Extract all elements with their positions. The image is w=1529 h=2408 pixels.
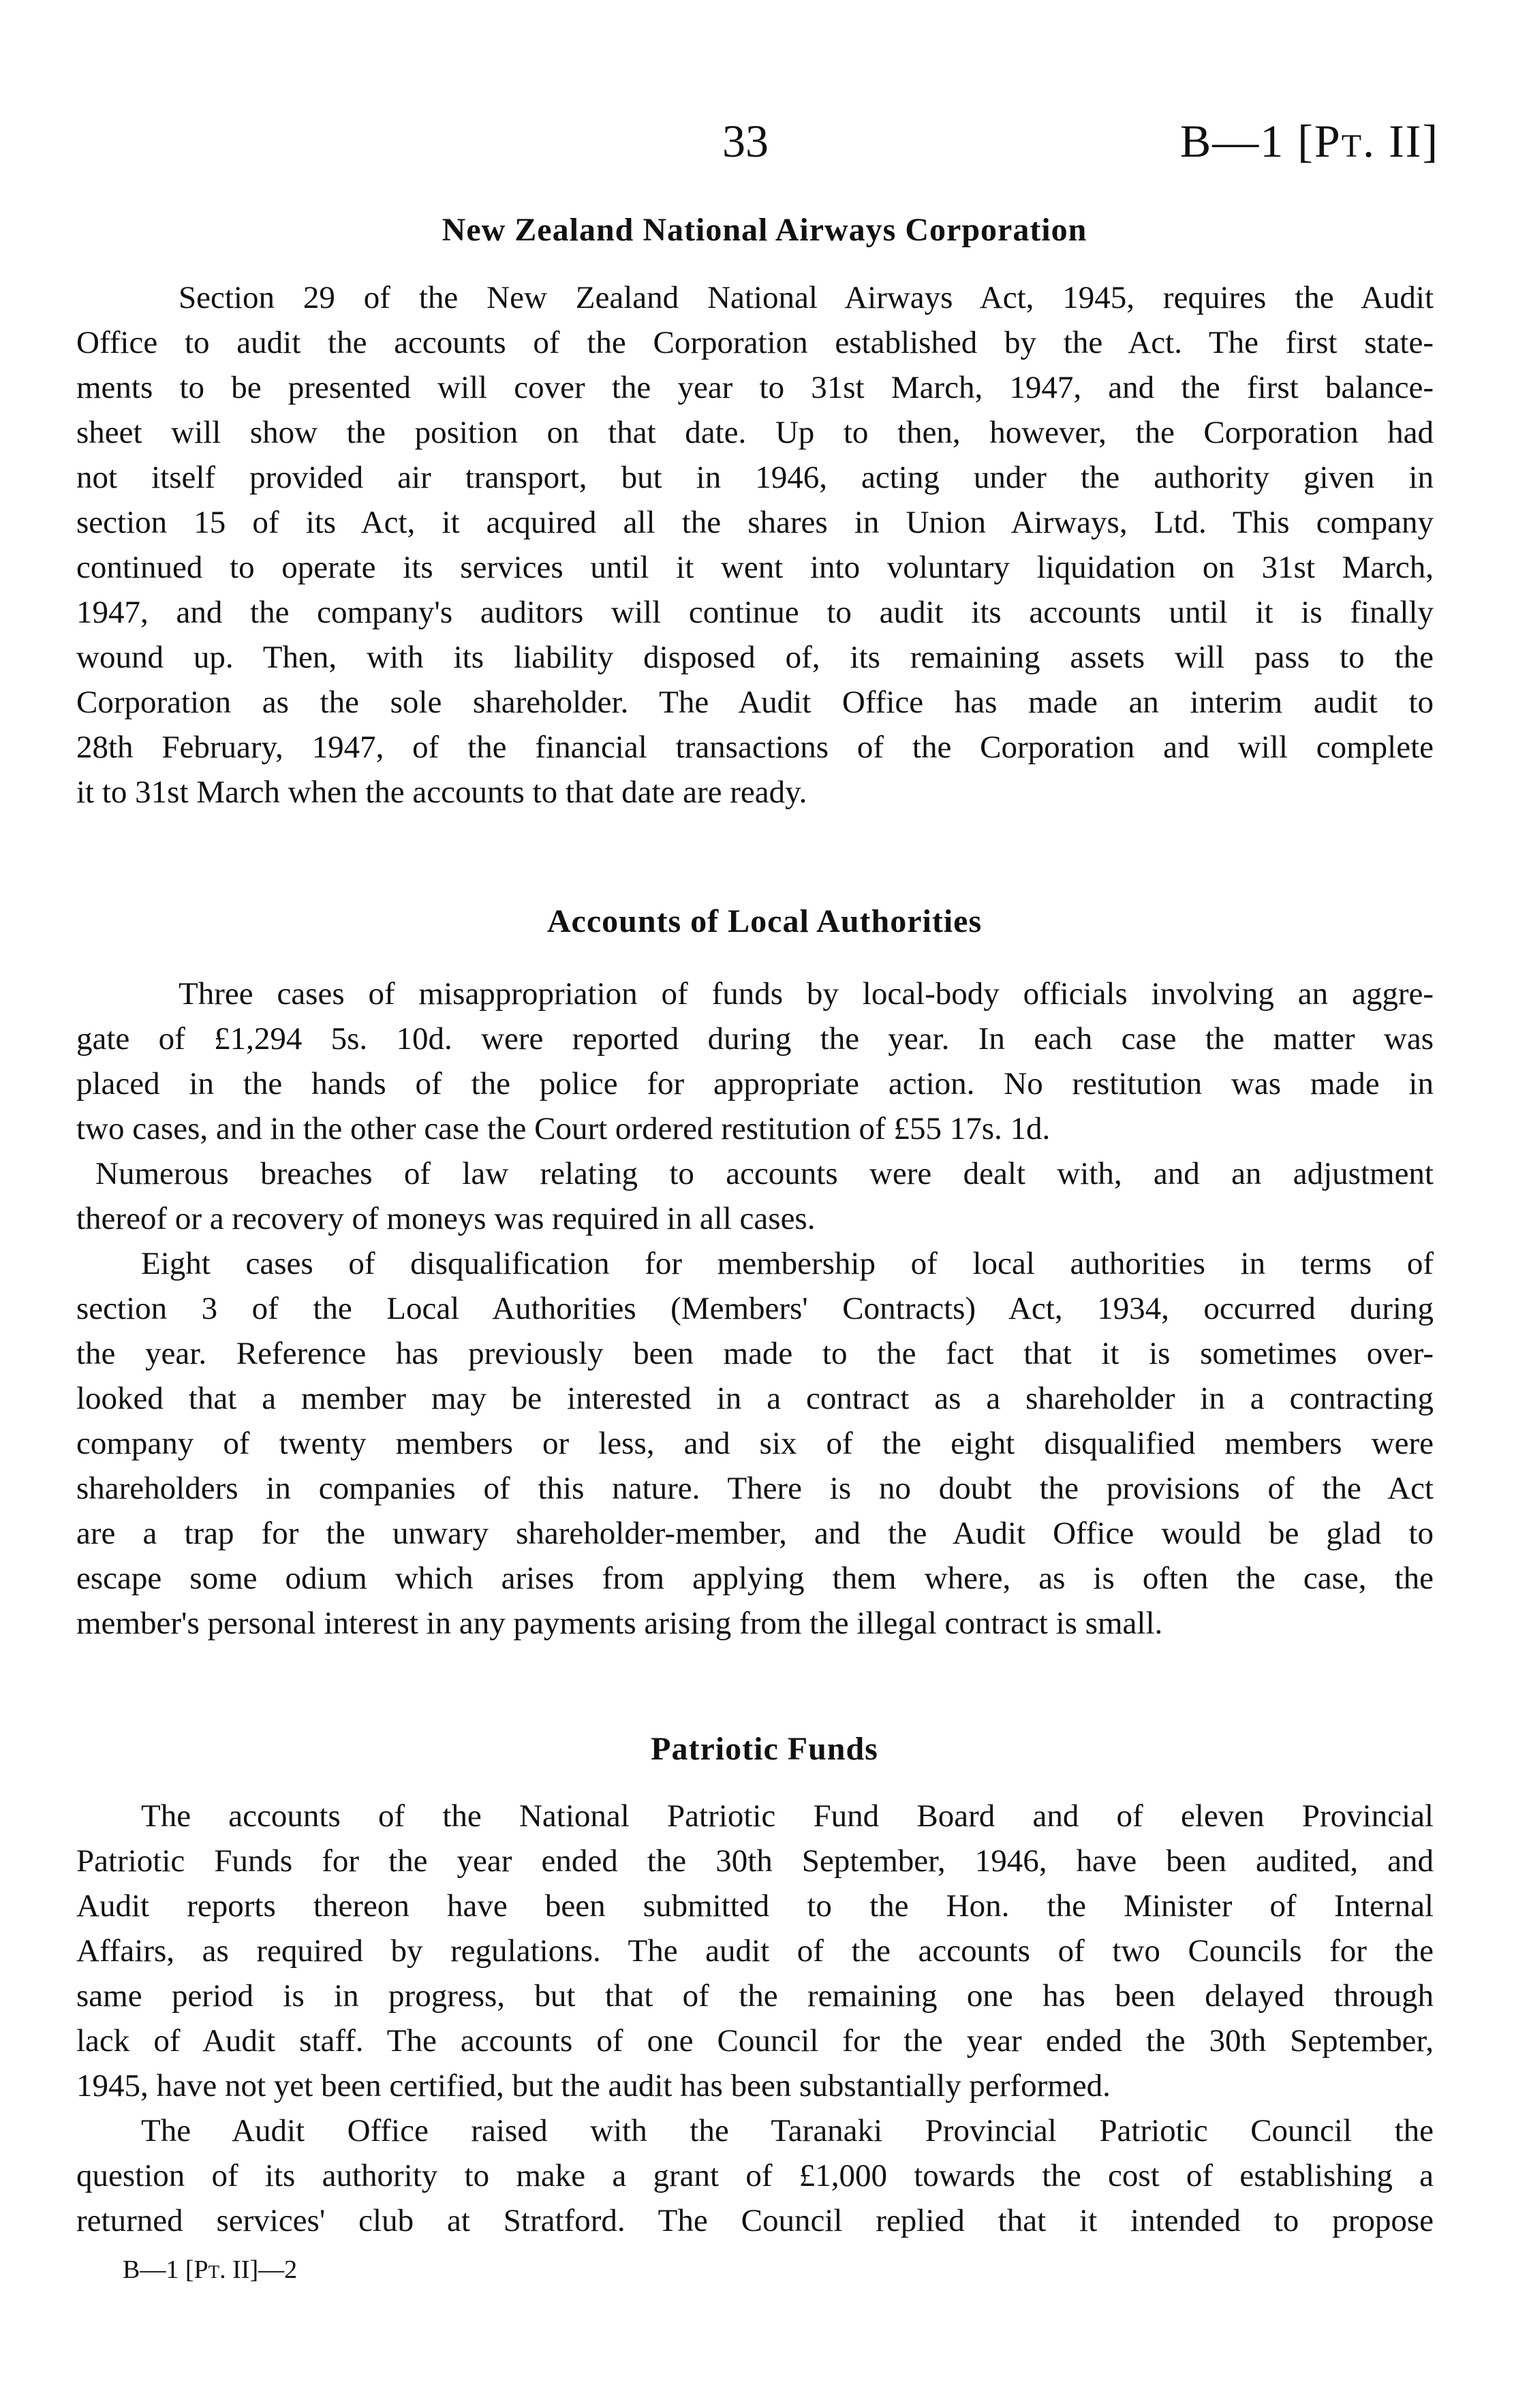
text-line: company of twenty members or less, and six of the eight disqualified members were	[76, 1426, 1434, 1461]
section-heading-airways: New Zealand National Airways Corporation	[442, 212, 1087, 248]
text-line: continued to operate its services until it went into voluntary liquidation on 31st March,	[76, 550, 1434, 585]
section-heading-local-authorities: Accounts of Local Authorities	[546, 903, 983, 939]
page-footer-reference	[123, 2255, 297, 2285]
text-line: thereof or a recovery of moneys was required in all cases.	[76, 1201, 816, 1236]
text-line: Section 29 of the New Zealand National Airways Act, 1945, requires the Audit	[179, 280, 1434, 315]
text-line: gate of £1,294 5s. 10d. were reported during the year. In each case the matter was	[76, 1021, 1434, 1057]
paragraph	[76, 1241, 1434, 1646]
text-line: Corporation as the sole shareholder. The Audit Office has made an interim audit to	[76, 685, 1434, 720]
text-line: shareholders in companies of this nature. There is no doubt the provisions of the Act	[76, 1471, 1434, 1506]
paragraph	[76, 2108, 1434, 2243]
text-line: The Audit Office raised with the Taranaki Provincial Patriotic Council the	[141, 2113, 1434, 2148]
section-body-airways	[76, 275, 1434, 815]
text-line: two cases, and in the other case the Court ordered restitution of £55 17s. 1d.	[76, 1111, 1051, 1146]
text-line: the year. Reference has previously been made to the fact that it is sometimes over-	[76, 1336, 1434, 1371]
text-line: section 15 of its Act, it acquired all the shares in Union Airways, Ltd. This company	[76, 505, 1434, 540]
text-line: are a trap for the unwary shareholder-member, and the Audit Office would be glad to	[76, 1516, 1434, 1551]
document-reference	[1180, 114, 1439, 168]
text-line: same period is in progress, but that of the remaining one has been delayed through	[76, 1978, 1434, 2014]
text-line: question of its authority to make a grant of £1,000 towards the cost of establishing a	[76, 2158, 1434, 2193]
text-line: returned services' club at Stratford. The Council replied that it intended to propose	[76, 2203, 1434, 2238]
text-line: Office to audit the accounts of the Corporation established by the Act. The first state-	[76, 325, 1434, 360]
text-line: Patriotic Funds for the year ended the 30th September, 1946, have been audited, and	[76, 1843, 1434, 1879]
text-line: 28th February, 1947, of the financial transactions of the Corporation and will complete	[76, 730, 1434, 765]
doc-ref-prefix: B—1 [	[1179, 115, 1314, 167]
text-line: ments to be presented will cover the year to 31st March, 1947, and the first balance-	[76, 370, 1434, 405]
paragraph	[76, 971, 1434, 1151]
text-line: The accounts of the National Patriotic Fund Board and of eleven Provincial	[141, 1798, 1434, 1834]
paragraph	[76, 1151, 1434, 1241]
paragraph	[76, 1794, 1434, 2108]
text-line: Affairs, as required by regulations. The audit of the accounts of two Councils for the	[76, 1933, 1434, 1969]
text-line: Audit reports thereon have been submitted to the Hon. the Minister of Internal	[76, 1888, 1434, 1924]
text-line: wound up. Then, with its liability disposed of, its remaining assets will pass to the	[76, 640, 1434, 675]
text-line: 1947, and the company's auditors will continue to audit its accounts until it is finally	[76, 595, 1434, 630]
section-heading-patriotic-funds: Patriotic Funds	[651, 1731, 878, 1767]
text-line: Three cases of misappropriation of funds by local-body officials involving an aggre-	[179, 976, 1434, 1012]
text-line: 1945, have not yet been certified, but the audit has been substantially performed.	[76, 2068, 1111, 2104]
text-line: lack of Audit staff. The accounts of one Council for the year ended the 30th September,	[76, 2023, 1434, 2059]
footer-prefix: B—1 [	[123, 2255, 194, 2284]
doc-ref-pt: Pt.	[1314, 115, 1376, 167]
text-line: Eight cases of disqualification for membership of local authorities in terms of	[141, 1246, 1434, 1281]
text-line: looked that a member may be interested in a contract as a shareholder in a contracting	[76, 1381, 1434, 1416]
page-number: 33	[722, 115, 769, 167]
text-line: escape some odium which arises from applying them where, as is often the case, the	[76, 1561, 1434, 1596]
text-line: it to 31st March when the accounts to that date are ready.	[76, 775, 807, 810]
footer-suffix: II]—2	[226, 2255, 298, 2284]
text-line: member's personal interest in any payments arising from the illegal contract is small.	[76, 1606, 1163, 1641]
section-body-local-authorities	[76, 971, 1434, 1646]
text-line: sheet will show the position on that date. Up to then, however, the Corporation had	[76, 415, 1434, 450]
text-line: placed in the hands of the police for appropriate action. No restitution was made in	[76, 1066, 1434, 1101]
doc-ref-suffix: II]	[1376, 115, 1439, 167]
paragraph	[76, 275, 1434, 815]
section-body-patriotic-funds	[76, 1794, 1434, 2243]
text-line: not itself provided air transport, but in 1946, acting under the authority given in	[76, 460, 1434, 495]
footer-pt: Pt.	[194, 2255, 226, 2284]
text-line: Numerous breaches of law relating to accounts were dealt with, and an adjustment	[95, 1156, 1434, 1191]
text-line: section 3 of the Local Authorities (Members' Contracts) Act, 1934, occurred during	[76, 1291, 1434, 1326]
